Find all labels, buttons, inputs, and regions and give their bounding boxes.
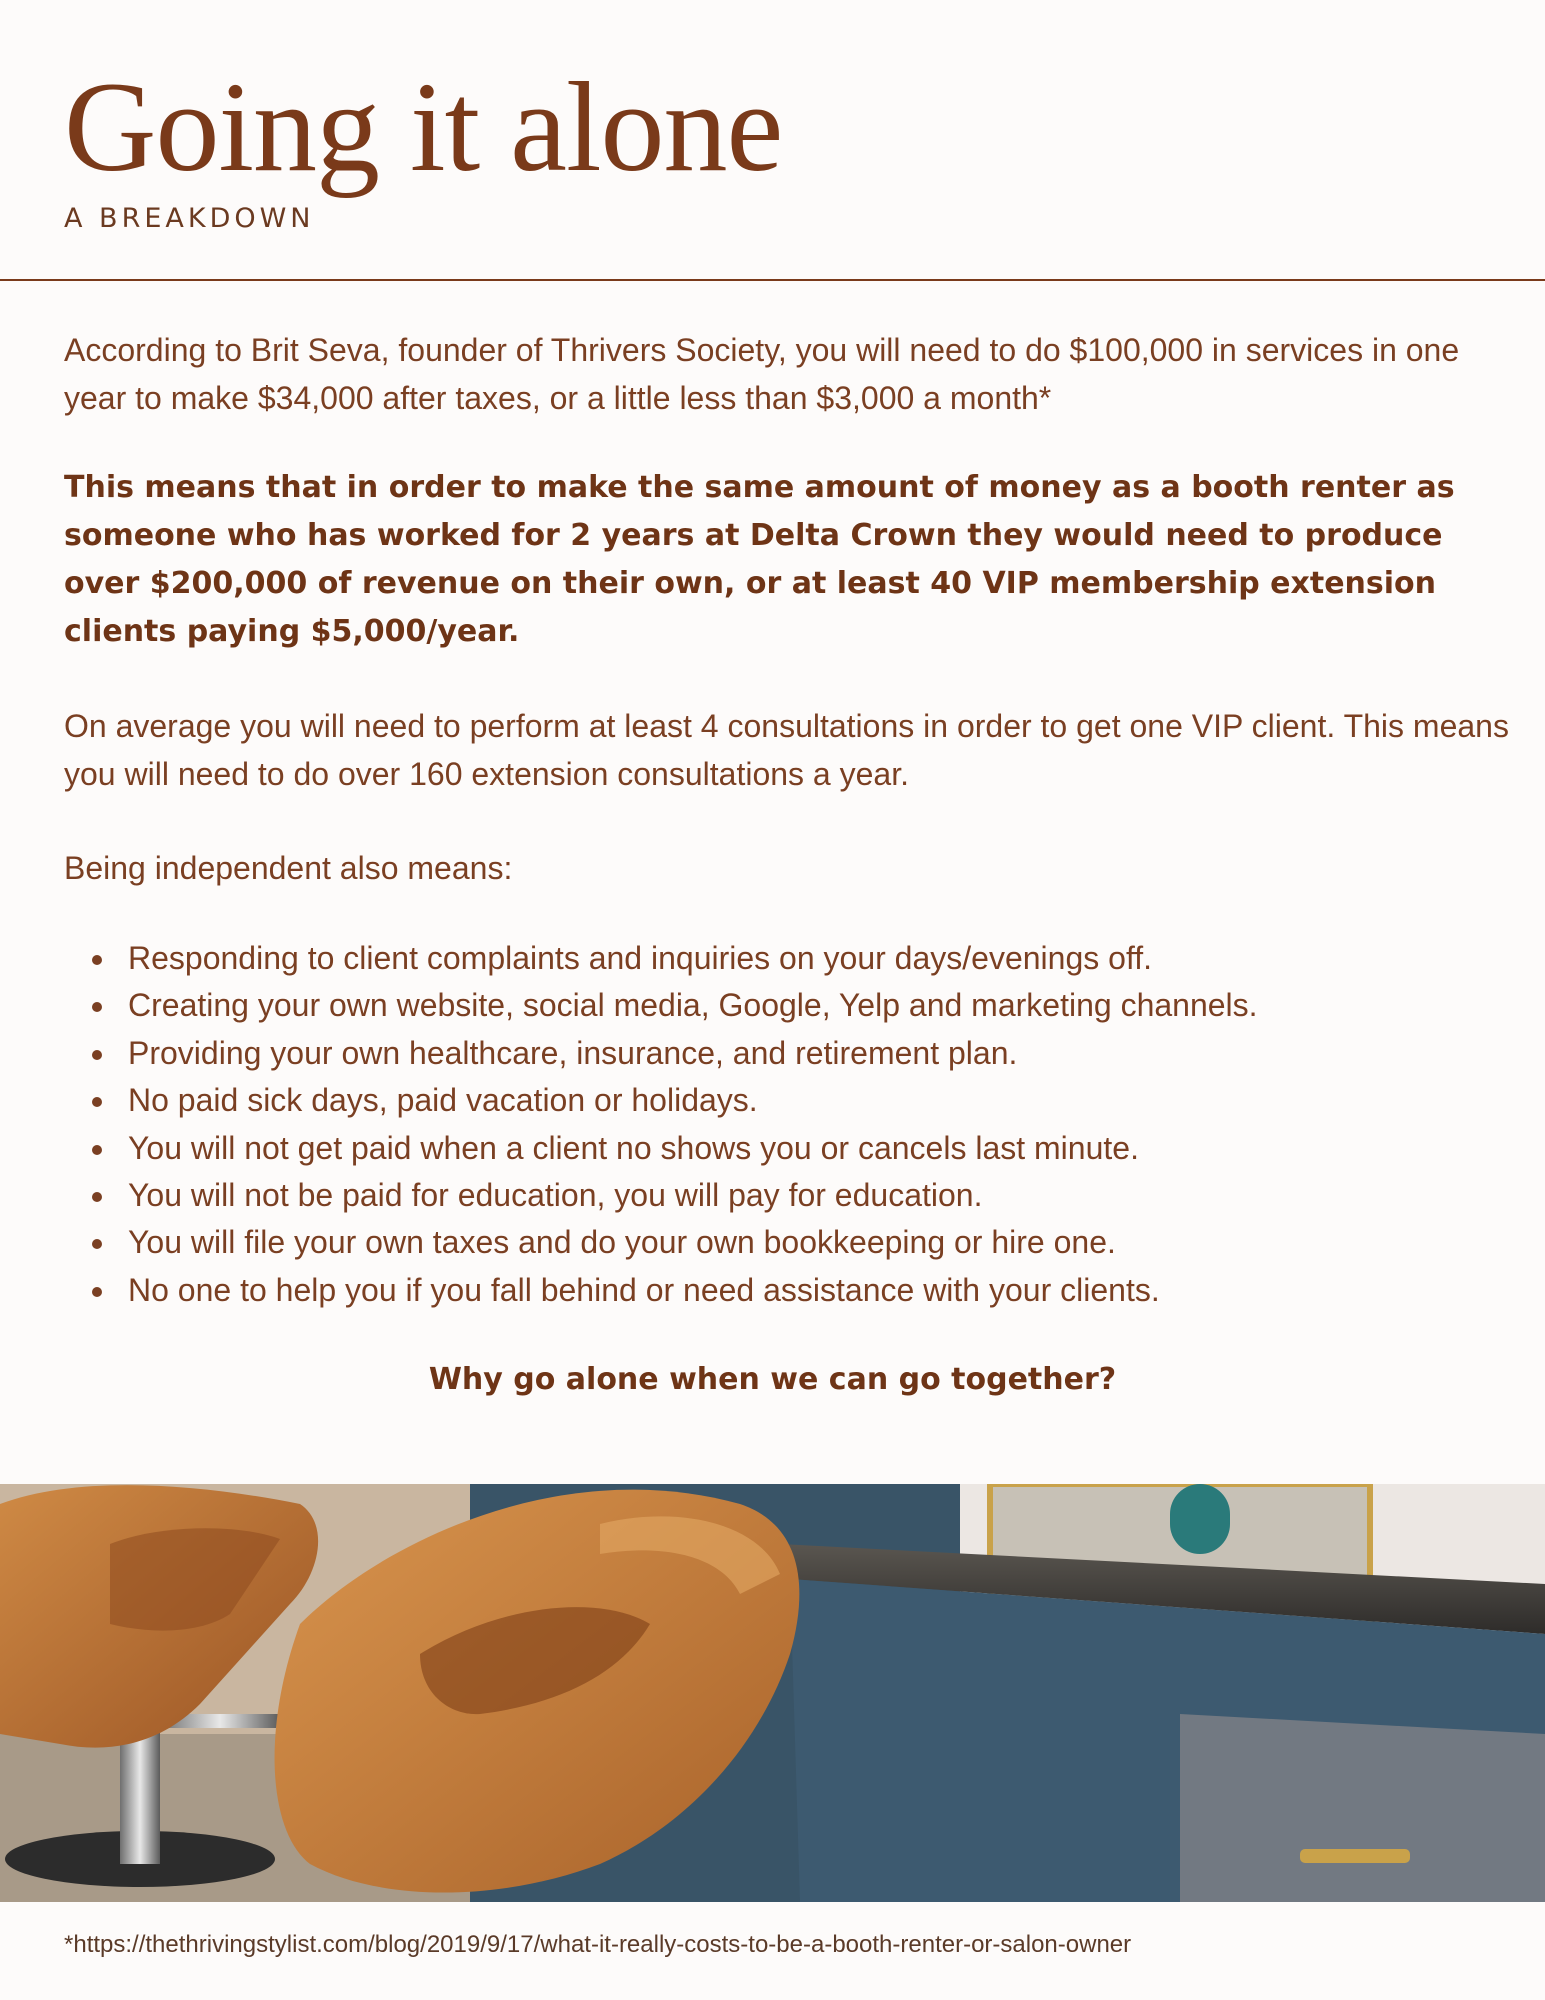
bullet-icon <box>92 955 102 965</box>
source-footnote: *https://thethrivingstylist.com/blog/2019/9/17/what-it-really-costs-to-be-a-booth-renter-or-salon-owner <box>64 1931 1132 1958</box>
closing-tagline: Why go alone when we can go together? <box>428 1362 1117 1397</box>
bullet-icon <box>92 1050 102 1060</box>
list-item: Creating your own website, social media, Google, Yelp and marketing channels. <box>92 982 1512 1029</box>
bullet-icon <box>92 1287 102 1297</box>
bullet-icon <box>92 1192 102 1202</box>
page-subtitle: A BREAKDOWN <box>64 203 315 234</box>
list-item: You will not be paid for education, you will pay for education. <box>92 1172 1512 1219</box>
emphasis-paragraph: This means that in order to make the same amount of money as a booth renter as someone who has worked for 2 years at Delta Crown they would need to produce over $200,000 of revenue on their own, or at least 40 VIP membership extension clients paying $5,000/year. <box>64 470 1455 649</box>
salon-photo-illustration <box>0 1484 1545 1902</box>
list-item: No one to help you if you fall behind or need assistance with your clients. <box>92 1267 1512 1314</box>
bullet-icon <box>92 1097 102 1107</box>
list-item: No paid sick days, paid vacation or holidays. <box>92 1077 1512 1124</box>
consultations-paragraph: On average you will need to perform at least 4 consultations in order to get one VIP client. This means you will need to do over 160 extension consultations a year. <box>64 708 1509 792</box>
header-divider <box>0 279 1545 281</box>
bullet-icon <box>92 1239 102 1249</box>
list-intro: Being independent also means: <box>64 850 513 886</box>
bullet-icon <box>92 1002 102 1012</box>
intro-paragraph: According to Brit Seva, founder of Thrivers Society, you will need to do $100,000 in services in one year to make $34,000 after taxes, or a little less than $3,000 a month* <box>64 332 1460 416</box>
salon-chairs-photo <box>0 1484 1545 1902</box>
list-item: Providing your own healthcare, insurance, and retirement plan. <box>92 1030 1512 1077</box>
list-item: You will file your own taxes and do your own bookkeeping or hire one. <box>92 1219 1512 1266</box>
list-item: You will not get paid when a client no shows you or cancels last minute. <box>92 1125 1512 1172</box>
list-item: Responding to client complaints and inquiries on your days/evenings off. <box>92 935 1512 982</box>
independence-list <box>92 935 1512 1314</box>
bullet-icon <box>92 1145 102 1155</box>
page-title: Going it alone <box>64 56 783 198</box>
